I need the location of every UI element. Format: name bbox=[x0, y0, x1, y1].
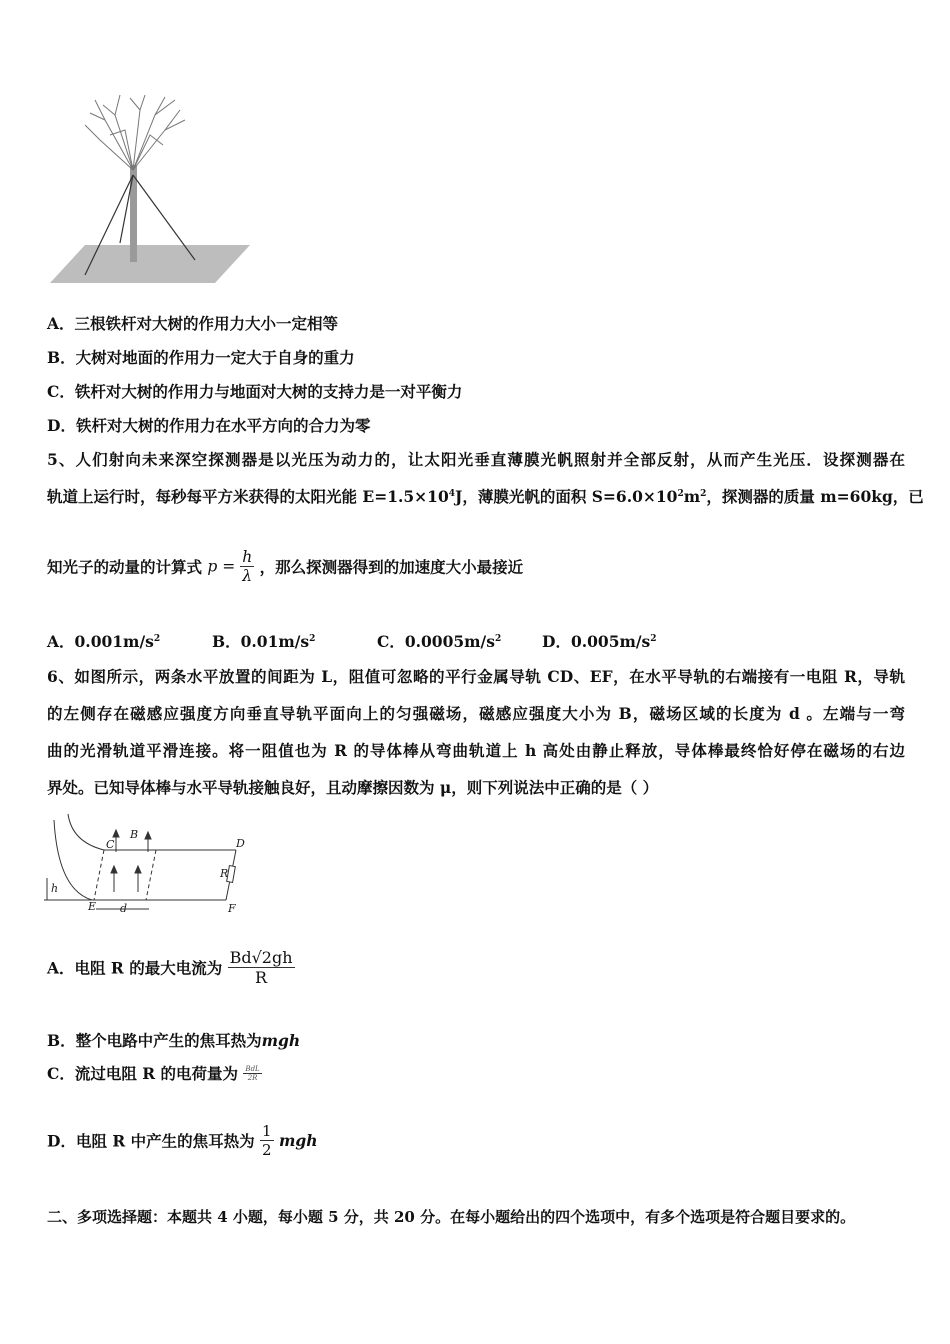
q6-line-1: 6、如图所示，两条水平放置的间距为 L，阻值可忽略的平行金属导轨 CD、EF，在水平导轨的右端接有一电阻 R，导轨 bbox=[47, 667, 905, 686]
q5-option-a[interactable]: A．$0.001m/s^2$ bbox=[47, 632, 161, 651]
field-right-boundary bbox=[146, 850, 156, 900]
q5-line-1: 5、人们射向未来深空探测器是以光压为动力的，让太阳光垂直薄膜光帆照射并全部反射，从而产生光压．设探测器在 bbox=[47, 450, 905, 469]
q4-option-b[interactable]: B．大树对地面的作用力一定大于自身的重力 bbox=[47, 348, 355, 367]
q5-line-2: 轨道上运行时，每秒每平方米获得的太阳光能 $E=1.5\times 10^4J$，薄膜光帆的面积 $S=6.0\times 10^2m^2$，探测器的质量 m=60kg，已 bbox=[47, 487, 924, 506]
q6-option-c[interactable]: C．流过电阻 R 的电荷量为 $\frac{\text{BdL}}{2R}$ bbox=[47, 1064, 260, 1083]
label-e: E bbox=[88, 900, 97, 913]
momentum-formula: p = $\frac{h}{\lambda}$ bbox=[207, 548, 253, 585]
label-b: B bbox=[130, 828, 139, 841]
q6-line-4: 界处。已知导体棒与水平导轨接触良好，且动摩擦因数为 μ，则下列说法中正确的是（ ） bbox=[47, 778, 659, 797]
q4-option-a[interactable]: A．三根铁杆对大树的作用力大小一定相等 bbox=[47, 314, 339, 333]
q5-option-d[interactable]: D．$0.005m/s^2$ bbox=[542, 632, 657, 651]
label-f: F bbox=[228, 902, 236, 915]
label-d-length: d bbox=[120, 902, 128, 915]
rail-figure bbox=[44, 812, 254, 917]
q6-option-b[interactable]: B．整个电路中产生的焦耳热为mgh bbox=[47, 1031, 301, 1050]
field-left-boundary bbox=[94, 850, 104, 900]
label-c: C bbox=[106, 838, 115, 851]
q5-option-c[interactable]: C．$0.0005m/s^2$ bbox=[377, 632, 502, 651]
q6-line-3: 曲的光滑轨道平滑连接。将一阻值也为 R 的导体棒从弯曲轨道上 h 高处由静止释放，导体棒最终恰好停在磁场的右边 bbox=[47, 741, 905, 760]
curved-track-back bbox=[68, 814, 236, 850]
q4-option-d[interactable]: D．铁杆对大树的作用力在水平方向的合力为零 bbox=[47, 416, 371, 435]
curved-track-front bbox=[54, 820, 229, 900]
label-h: h bbox=[51, 882, 59, 895]
q5-option-b[interactable]: B．$0.01m/s^2$ bbox=[212, 632, 316, 651]
section-2-heading: 二、多项选择题：本题共 4 小题，每小题 5 分，共 20 分。在每小题给出的四个选项中，有多个选项是符合题目要求的。 bbox=[47, 1208, 856, 1226]
q6-option-a[interactable]: A．电阻 R 的最大电流为 $\frac{Bd√2gh}{R}$ bbox=[47, 948, 293, 987]
q4-option-c[interactable]: C．铁杆对大树的作用力与地面对大树的支持力是一对平衡力 bbox=[47, 382, 463, 401]
label-r: R bbox=[220, 867, 229, 880]
tree-figure bbox=[45, 95, 255, 285]
q5-line-3: 知光子的动量的计算式 p = $\frac{h}{\lambda}$ ，那么探测器得到的加速度大小最接近 bbox=[47, 548, 524, 585]
label-d: D bbox=[236, 837, 245, 850]
q6-option-d[interactable]: D．电阻 R 中产生的焦耳热为 $\frac{1}{2}$ mgh bbox=[47, 1122, 318, 1159]
ground-plane bbox=[50, 245, 250, 283]
tree-branches bbox=[85, 95, 185, 170]
q6-line-2: 的左侧存在磁感应强度方向垂直导轨平面向上的匀强磁场，磁感应强度大小为 B，磁场区域的长度为 d 。左端与一弯 bbox=[47, 704, 905, 723]
